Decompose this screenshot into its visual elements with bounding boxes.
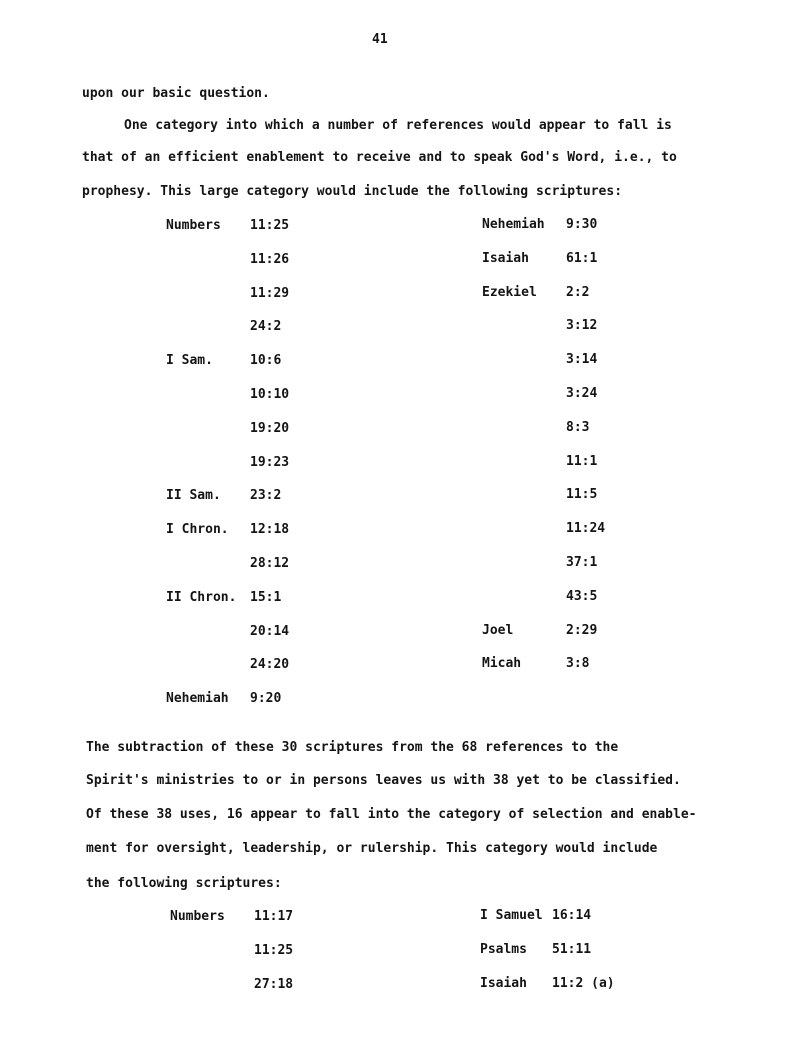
scripture-reference: 2:2 — [566, 284, 590, 300]
scripture-reference: 10:10 — [250, 387, 290, 402]
book-name: I Sam. — [166, 353, 213, 369]
book-name: II Chron. — [166, 589, 237, 605]
scripture-reference: 2:29 — [566, 622, 598, 638]
scripture-reference: 3:14 — [566, 352, 598, 368]
scripture-reference: 43:5 — [566, 588, 598, 604]
page-number: 41 — [372, 32, 388, 47]
book-name: I Samuel — [480, 908, 543, 923]
scripture-reference: 11:24 — [566, 521, 606, 537]
book-name: Nehemiah — [166, 691, 229, 707]
book-name: Joel — [482, 622, 514, 638]
scripture-reference: 19:20 — [250, 420, 290, 436]
scripture-reference: 19:23 — [250, 454, 290, 470]
scripture-reference: 11:26 — [250, 251, 290, 267]
book-name: Micah — [482, 656, 522, 672]
scripture-reference: 11:17 — [254, 909, 294, 924]
book-name: Nehemiah — [482, 217, 545, 232]
scripture-reference: 3:12 — [566, 318, 598, 334]
book-name: I Chron. — [166, 522, 229, 538]
scripture-reference: 8:3 — [566, 419, 590, 435]
scripture-reference: 20:14 — [250, 623, 290, 639]
scripture-reference: 28:12 — [250, 556, 290, 571]
scripture-reference: 11:5 — [566, 487, 598, 503]
book-name: Psalms — [480, 942, 527, 957]
scripture-reference: 61:1 — [566, 250, 598, 266]
book-name: Numbers — [170, 909, 225, 924]
book-name: Numbers — [166, 218, 221, 233]
scripture-reference: 9:30 — [566, 217, 598, 232]
scripture-reference: 3:24 — [566, 386, 598, 401]
scripture-reference: 24:20 — [250, 657, 290, 673]
paragraph2-line-4: ment for oversight, leadership, or rulership. This category would include — [86, 841, 658, 856]
scripture-reference: 11:1 — [566, 453, 598, 469]
scripture-reference: 11:25 — [254, 943, 294, 958]
scripture-reference: 9:20 — [250, 691, 282, 707]
scripture-reference: 27:18 — [254, 977, 294, 992]
paragraph2-line-5: the following scriptures: — [86, 876, 282, 891]
scripture-reference: 37:1 — [566, 555, 598, 570]
scripture-reference: 24:2 — [250, 319, 282, 335]
paragraph2-line-2: Spirit's ministries to or in persons leaves us with 38 yet to be classified. — [86, 773, 681, 788]
book-name: Ezekiel — [482, 284, 537, 300]
paragraph1-line-2: that of an efficient enablement to receive and to speak God's Word, i.e., to — [82, 150, 677, 165]
paragraph1-line-3: prophesy. This large category would include the following scriptures: — [82, 184, 623, 199]
intro-line: upon our basic question. — [82, 86, 270, 101]
paragraph2-line-3: Of these 38 uses, 16 appear to fall into the category of selection and enable- — [86, 807, 697, 822]
scripture-reference: 15:1 — [250, 589, 282, 605]
scripture-reference: 11:25 — [250, 218, 290, 233]
paragraph2-line-1: The subtraction of these 30 scriptures from the 68 references to the — [86, 740, 619, 755]
book-name: Isaiah — [482, 250, 529, 266]
book-name: Isaiah — [480, 976, 527, 991]
scripture-reference: 10:6 — [250, 353, 282, 369]
scripture-reference: 23:2 — [250, 488, 282, 504]
scripture-reference: 11:2 (a) — [552, 976, 615, 991]
scripture-reference: 51:11 — [552, 942, 592, 957]
scripture-reference: 16:14 — [552, 908, 592, 923]
book-name: II Sam. — [166, 488, 221, 504]
scripture-reference: 11:29 — [250, 285, 290, 301]
scripture-reference: 12:18 — [250, 522, 290, 538]
scripture-reference: 3:8 — [566, 656, 590, 672]
paragraph1-line-1: One category into which a number of references would appear to fall is — [124, 118, 672, 133]
